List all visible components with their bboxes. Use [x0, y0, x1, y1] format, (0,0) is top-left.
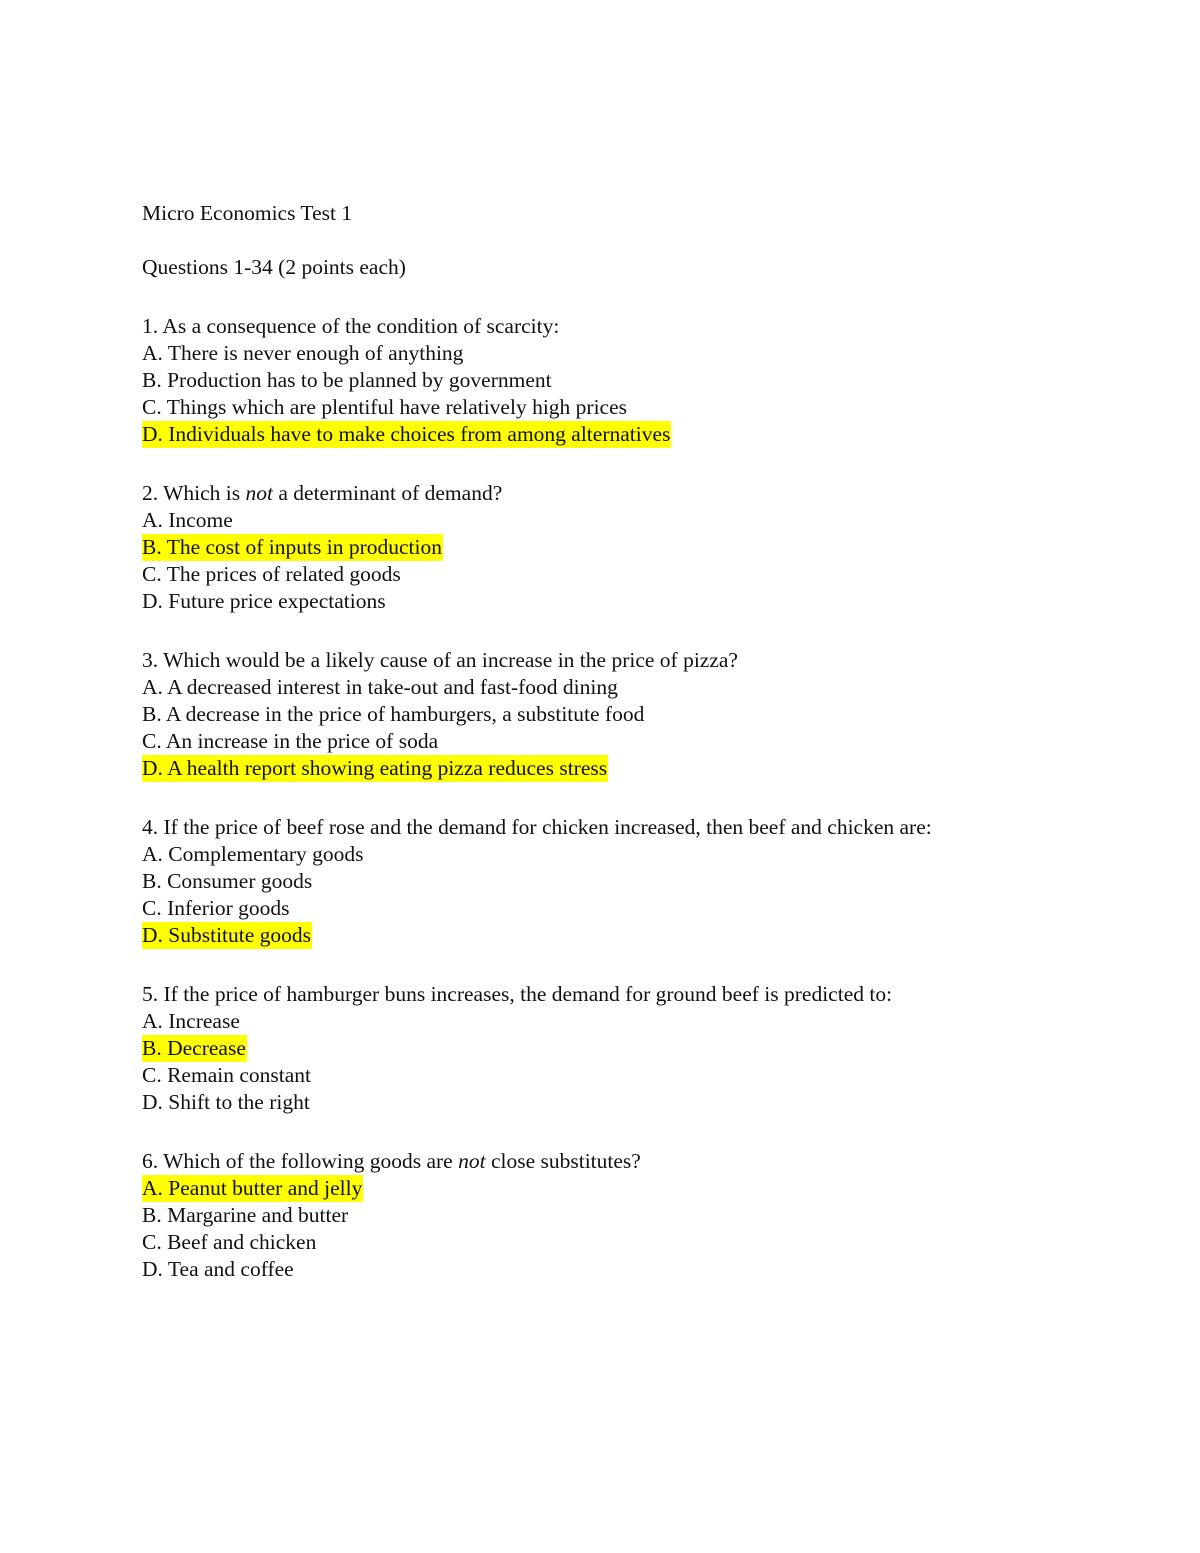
question-stem [142, 313, 1142, 340]
question-stem [142, 981, 1142, 1008]
answer-option [142, 1256, 1142, 1283]
option-text: B. Margarine and butter [142, 1203, 349, 1227]
document-page [142, 200, 1142, 1315]
highlighted-answer: B. The cost of inputs in production [142, 535, 442, 559]
question-3 [142, 647, 1142, 782]
question-stem [142, 1148, 1142, 1175]
option-text: B. Consumer goods [142, 869, 313, 893]
answer-option [142, 1062, 1142, 1089]
answer-option [142, 534, 1142, 561]
option-text: C. Inferior goods [142, 896, 290, 920]
question-text: 6. Which of the following goods are [142, 1149, 459, 1173]
answer-option [142, 868, 1142, 895]
answer-option [142, 841, 1142, 868]
answer-option [142, 421, 1142, 448]
option-text: C. Remain constant [142, 1063, 311, 1087]
question-text-end: close substitutes? [485, 1149, 641, 1173]
option-text: A. Complementary goods [142, 842, 364, 866]
highlighted-answer: D. Individuals have to make choices from among alternatives [142, 422, 671, 446]
answer-option [142, 1008, 1142, 1035]
option-text: A. There is never enough of anything [142, 341, 464, 365]
answer-option [142, 1175, 1142, 1202]
option-text: D. Shift to the right [142, 1090, 310, 1114]
answer-option [142, 340, 1142, 367]
option-text: C. The prices of related goods [142, 562, 401, 586]
question-stem [142, 647, 1142, 674]
highlighted-answer: D. Substitute goods [142, 923, 312, 947]
option-text: A. Increase [142, 1009, 240, 1033]
answer-option [142, 674, 1142, 701]
option-text: A. A decreased interest in take-out and fast-food dining [142, 675, 618, 699]
highlighted-answer: A. Peanut butter and jelly [142, 1176, 363, 1200]
document-subtitle: Questions 1-34 (2 points each) [142, 255, 406, 279]
question-text-end: a determinant of demand? [273, 481, 503, 505]
answer-option [142, 367, 1142, 394]
question-5 [142, 981, 1142, 1116]
question-stem [142, 480, 1142, 507]
question-text: 1. As a consequence of the condition of scarcity: [142, 314, 560, 338]
question-text: 3. Which would be a likely cause of an increase in the price of pizza? [142, 648, 738, 672]
question-list [142, 313, 1142, 1283]
option-text: D. Tea and coffee [142, 1257, 294, 1281]
answer-option [142, 1229, 1142, 1256]
option-text: B. Production has to be planned by government [142, 368, 552, 392]
highlighted-answer: B. Decrease [142, 1036, 246, 1060]
question-text: 2. Which is [142, 481, 246, 505]
question-6 [142, 1148, 1142, 1283]
question-stem [142, 814, 1142, 841]
question-emphasis: not [458, 1149, 486, 1173]
answer-option [142, 895, 1142, 922]
question-emphasis: not [245, 481, 273, 505]
answer-option [142, 755, 1142, 782]
question-2 [142, 480, 1142, 615]
question-4 [142, 814, 1142, 949]
answer-option [142, 588, 1142, 615]
highlighted-answer: D. A health report showing eating pizza reduces stress [142, 756, 608, 780]
option-text: C. Things which are plentiful have relatively high prices [142, 395, 628, 419]
question-text: 4. If the price of beef rose and the demand for chicken increased, then beef and chicken are: [142, 815, 932, 839]
option-text: C. Beef and chicken [142, 1230, 317, 1254]
question-text: 5. If the price of hamburger buns increases, the demand for ground beef is predicted to: [142, 982, 893, 1006]
option-text: C. An increase in the price of soda [142, 729, 439, 753]
option-text: A. Income [142, 508, 233, 532]
answer-option [142, 561, 1142, 588]
option-text: B. A decrease in the price of hamburgers, a substitute food [142, 702, 645, 726]
document-title: Micro Economics Test 1 [142, 201, 353, 225]
answer-option [142, 728, 1142, 755]
option-text: D. Future price expectations [142, 589, 386, 613]
question-1 [142, 313, 1142, 448]
answer-option [142, 507, 1142, 534]
answer-option [142, 701, 1142, 728]
answer-option [142, 394, 1142, 421]
answer-option [142, 1202, 1142, 1229]
answer-option [142, 1089, 1142, 1116]
answer-option [142, 922, 1142, 949]
answer-option [142, 1035, 1142, 1062]
